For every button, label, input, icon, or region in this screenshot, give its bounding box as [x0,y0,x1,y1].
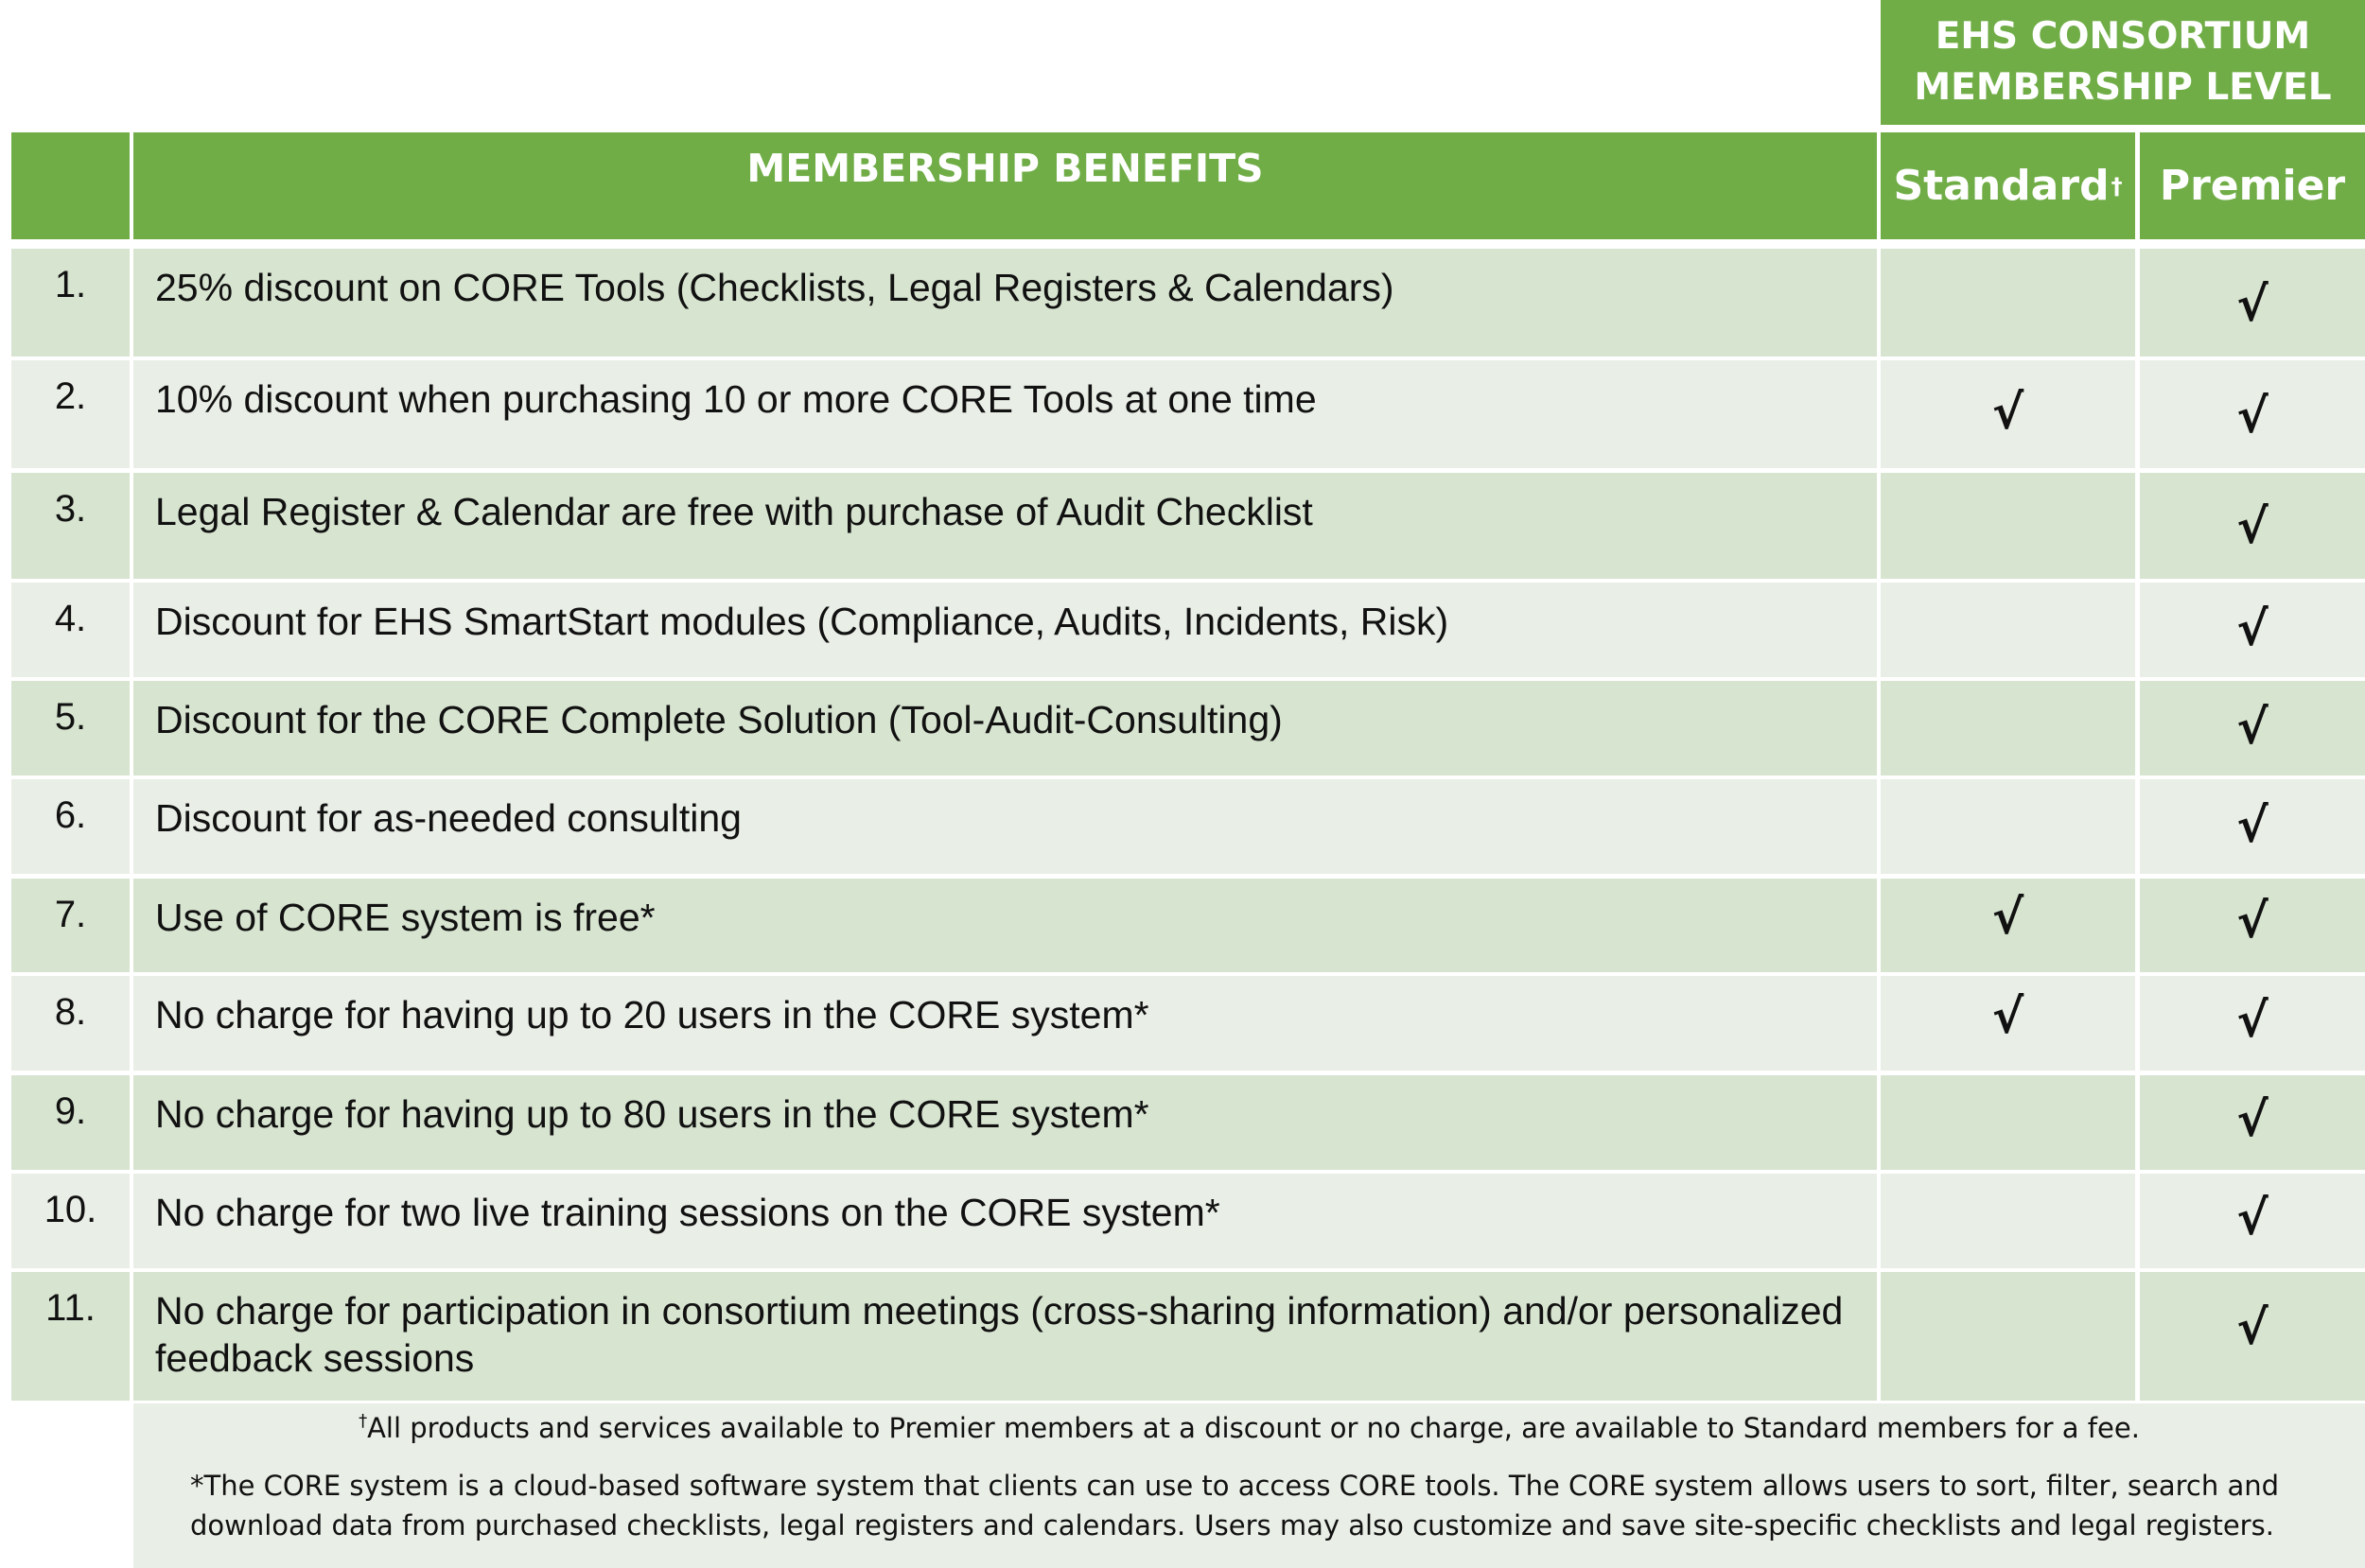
benefit-text: No charge for participation in consortium meetings (cross-sharing information) and/or personalized feedback sessions [155,1289,1844,1380]
row-number: 8. [54,991,87,1033]
footnote-dagger-mark: † [359,1411,368,1431]
row-number-cell [11,583,130,677]
row-number: 5. [54,696,87,738]
standard-cell [1881,779,2135,874]
benefit-text: 25% discount on CORE Tools (Checklists, Legal Registers & Calendars) [155,266,1394,309]
premier-check-mark: √ [2236,389,2269,444]
premier-label: Premier [2159,162,2346,210]
row-number-cell [11,681,130,775]
table-row [0,879,2365,972]
row-number-cell [11,249,130,357]
premier-check-mark: √ [2236,894,2269,949]
premier-check-mark: √ [2236,277,2269,332]
premier-check-mark: √ [2236,700,2269,755]
row-number-cell [11,1075,130,1170]
standard-cell [1881,473,2135,579]
premier-cell [2140,779,2365,874]
number-column-header [11,132,130,239]
row-number: 7. [54,894,87,935]
benefit-cell [133,583,1877,677]
premier-check-mark: √ [2236,601,2269,656]
row-number: 4. [54,598,87,639]
premier-cell [2140,976,2365,1071]
standard-cell [1881,681,2135,775]
benefit-cell [133,779,1877,874]
table-row [0,583,2365,677]
consortium-title-line2: MEMBERSHIP LEVEL [1914,66,2332,109]
benefit-text: 10% discount when purchasing 10 or more CORE Tools at one time [155,377,1317,421]
premier-check-mark: √ [2236,499,2269,554]
standard-cell [1881,1174,2135,1268]
standard-cell [1881,249,2135,357]
membership-level-header [1881,0,2365,125]
row-number: 6. [54,794,87,836]
footnotes [133,1403,2365,1568]
row-number: 11. [45,1287,96,1329]
standard-dagger: † [2111,172,2123,200]
standard-cell [1881,976,2135,1071]
row-number-cell [11,779,130,874]
benefit-cell [133,473,1877,579]
table-row [0,1174,2365,1268]
benefit-cell [133,681,1877,775]
premier-cell [2140,1272,2365,1401]
table-row [0,473,2365,579]
standard-cell [1881,583,2135,677]
table-row [0,1272,2365,1401]
premier-cell [2140,583,2365,677]
benefit-text: Use of CORE system is free* [155,896,656,939]
table-row [0,779,2365,874]
premier-check-mark: √ [2236,1191,2269,1246]
standard-check-mark: √ [1991,385,2024,440]
benefits-title: MEMBERSHIP BENEFITS [746,146,1264,191]
premier-cell [2140,1174,2365,1268]
row-number-cell [11,360,130,468]
benefit-text: Discount for EHS SmartStart modules (Compliance, Audits, Incidents, Risk) [155,600,1449,643]
benefit-cell [133,249,1877,357]
table-row [0,976,2365,1071]
premier-cell [2140,473,2365,579]
standard-cell [1881,1075,2135,1170]
benefit-cell [133,976,1877,1071]
table-row [0,681,2365,775]
standard-cell [1881,360,2135,468]
row-number-cell [11,879,130,972]
benefit-text: No charge for having up to 80 users in the CORE system* [155,1092,1149,1136]
premier-cell [2140,249,2365,357]
premier-check-mark: √ [2236,1300,2269,1355]
standard-cell [1881,879,2135,972]
benefit-text: No charge for having up to 20 users in the CORE system* [155,993,1149,1037]
premier-cell [2140,360,2365,468]
benefit-cell [133,1174,1877,1268]
premier-check-mark: √ [2236,1092,2269,1147]
row-number-cell [11,1174,130,1268]
benefit-cell [133,1075,1877,1170]
row-number: 3. [54,488,87,530]
benefit-cell [133,1272,1877,1401]
benefits-column-header [133,132,1877,239]
standard-cell [1881,1272,2135,1401]
premier-cell [2140,879,2365,972]
footnote-asterisk: *The CORE system is a cloud-based software system that clients can use to access CORE tools. The CORE system allows users to sort, filter, search and download data from purchased checklists, legal registers and calendars. Users may also customize and save site-specific checklists and legal registers. [190,1470,2280,1542]
consortium-title-line1: EHS CONSORTIUM [1935,15,2311,58]
standard-check-mark: √ [1991,890,2024,945]
row-number-cell [11,473,130,579]
benefit-cell [133,879,1877,972]
standard-column-header [1881,132,2135,239]
premier-cell [2140,681,2365,775]
premier-check-mark: √ [2236,993,2269,1048]
standard-label: Standard [1893,162,2110,210]
premier-cell [2140,1075,2365,1170]
benefit-text: Discount for as-needed consulting [155,796,742,840]
table-row [0,1075,2365,1170]
row-number: 2. [54,375,87,417]
premier-check-mark: √ [2236,798,2269,853]
row-number: 10. [44,1189,97,1230]
benefit-cell [133,360,1877,468]
table-row [0,249,2365,357]
standard-check-mark: √ [1991,989,2024,1044]
premier-column-header [2140,132,2365,239]
benefit-text: Discount for the CORE Complete Solution (Tool-Audit-Consulting) [155,698,1283,741]
row-number: 9. [54,1090,87,1132]
row-number-cell [11,1272,130,1401]
table-row [0,360,2365,468]
row-number: 1. [54,264,87,305]
row-number-cell [11,976,130,1071]
footnote-dagger-text: All products and services available to Premier members at a discount or no charge, are available to Standard members for a fee. [367,1412,2140,1444]
footnote-dagger [133,1411,2365,1444]
benefit-text: No charge for two live training sessions on the CORE system* [155,1191,1220,1234]
benefit-text: Legal Register & Calendar are free with purchase of Audit Checklist [155,490,1313,533]
